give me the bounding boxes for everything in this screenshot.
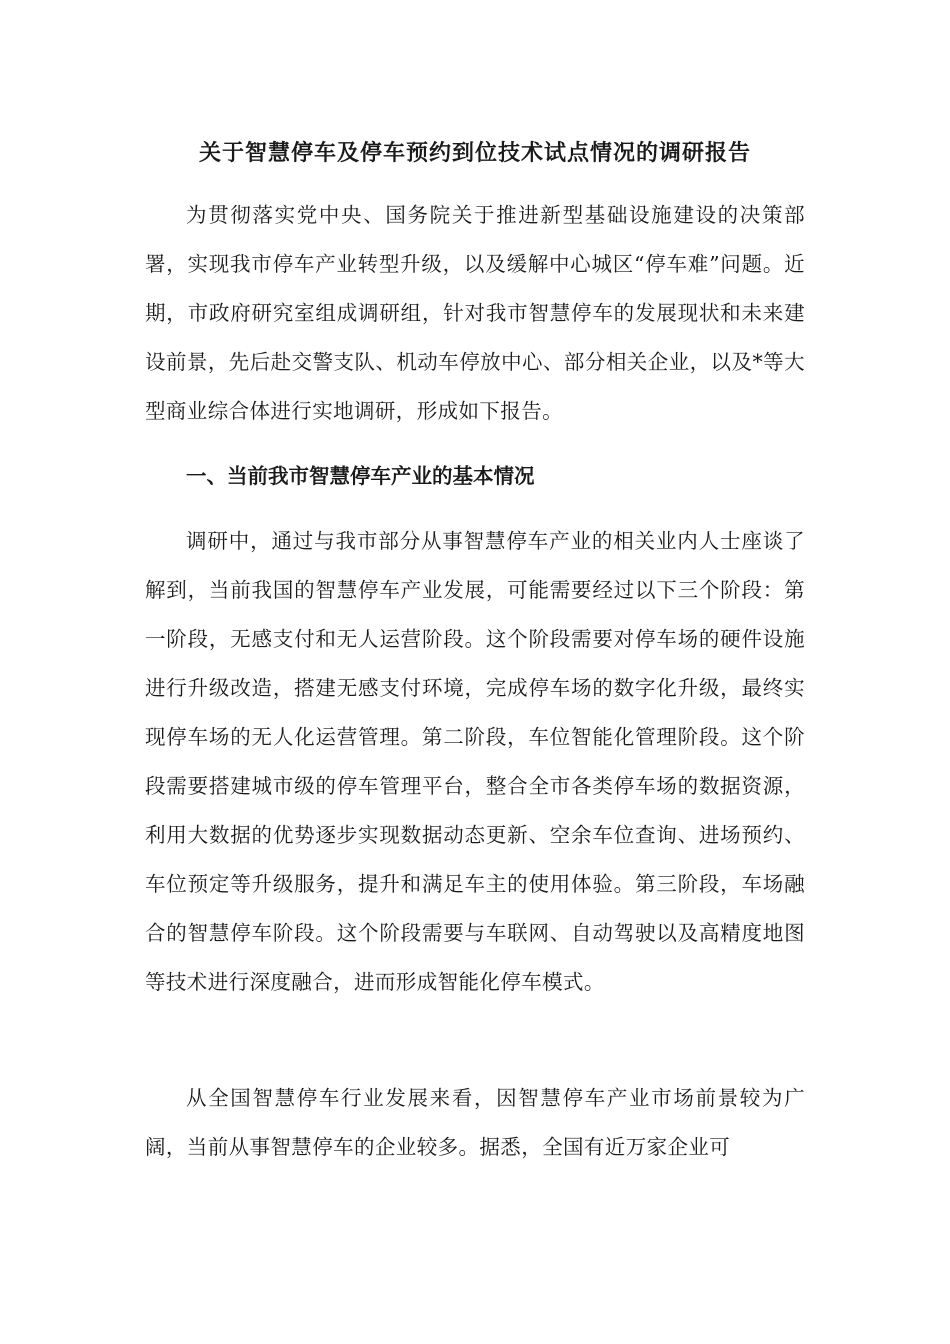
section-paragraph-stages: 调研中，通过与我市部分从事智慧停车产业的相关业内人士座谈了解到，当前我国的智慧停车产业发展，可能需要经过以下三个阶段：第一阶段，无感支付和无人运营阶段。这个阶段需要对停车场的硬件设施进行升级改造，搭建无感支付环境，完成停车场的数字化升级，最终实现停车场的无人化运营管理。第二阶段，车位智能化管理阶段。这个阶段需要搭建城市级的停车管理平台，整合全市各类停车场的数据资源，利用大数据的优势逐步实现数据动态更新、空余车位查询、进场预约、车位预定等升级服务，提升和满足车主的使用体验。第三阶段，车场融合的智慧停车阶段。这个阶段需要与车联网、自动驾驶以及高精度地图等技术进行深度融合，进而形成智能化停车模式。 xyxy=(145,529,805,994)
document-title: 关于智慧停车及停车预约到位技术试点情况的调研报告 xyxy=(198,140,751,166)
intro-paragraph: 为贯彻落实党中央、国务院关于推进新型基础设施建设的决策部署，实现我市停车产业转型升级，以及缓解中心城区“停车难”问题。近期，市政府研究室组成调研组，针对我市智慧停车的发展现状和未来建设前景，先后赴交警支队、机动车停放中心、部分相关企业，以及*等大型商业综合体进行实地调研，形成如下报告。 xyxy=(145,203,805,423)
section-paragraph-industry: 从全国智慧停车行业发展来看，因智慧停车产业市场前景较为广阔，当前从事智慧停车的企业较多。据悉，全国有近万家企业可 xyxy=(145,1086,805,1159)
section-heading: 一、当前我市智慧停车产业的基本情况 xyxy=(186,464,535,488)
